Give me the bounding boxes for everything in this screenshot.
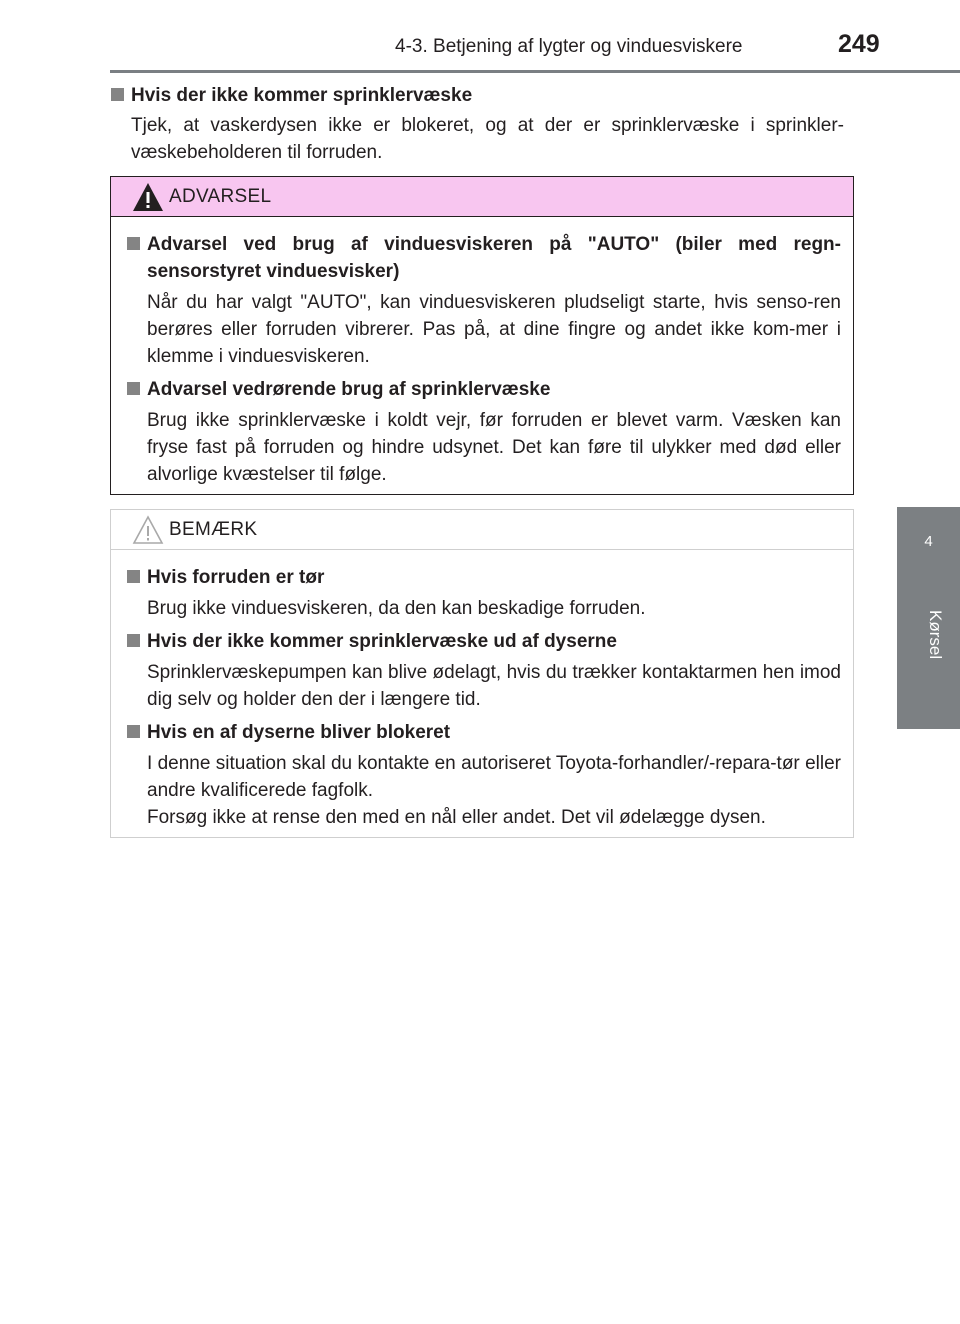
note-item-text: I denne situation skal du kontakte en autoriseret Toyota-forhandler/-repara-tør eller andre kvalificerede fagfolk. bbox=[147, 753, 841, 801]
note-box-header bbox=[111, 510, 853, 550]
note-item-heading-text: Hvis der ikke kommer sprinklervæske ud af dyserne bbox=[147, 631, 617, 652]
header-divider bbox=[110, 70, 960, 73]
warning-item-heading-text: Advarsel ved brug af vinduesviskeren på "AUTO" (biler med regn-sensorstyret vinduesvisker) bbox=[147, 234, 841, 282]
note-item bbox=[127, 564, 841, 622]
warning-item-heading bbox=[127, 376, 841, 403]
note-item bbox=[127, 628, 841, 713]
chapter-tab bbox=[897, 507, 960, 729]
note-item-heading-text: Hvis en af dyserne bliver blokeret bbox=[147, 722, 451, 743]
section-title: 4-3. Betjening af lygter og vinduesviskere bbox=[395, 36, 743, 57]
square-bullet-icon bbox=[111, 88, 124, 101]
note-box-title: BEMÆRK bbox=[169, 519, 258, 540]
warning-item-heading bbox=[127, 231, 841, 285]
note-item-text: Brug ikke vinduesviskeren, da den kan beskadige forruden. bbox=[147, 598, 646, 619]
chapter-tab-label: Kørsel bbox=[926, 610, 945, 660]
note-item-heading bbox=[127, 564, 841, 591]
note-item-heading bbox=[127, 719, 841, 746]
intro-heading bbox=[111, 82, 844, 109]
square-bullet-icon bbox=[127, 570, 140, 583]
note-item-heading bbox=[127, 628, 841, 655]
square-bullet-icon bbox=[127, 382, 140, 395]
intro-text: Tjek, at vaskerdysen ikke er blokeret, og at der er sprinklervæske i sprinkler-væskebeholderen til forruden. bbox=[131, 115, 844, 163]
warning-box bbox=[110, 176, 854, 495]
warning-item-text: Når du har valgt "AUTO", kan vinduesviskeren pludseligt starte, hvis senso-ren berøres eller forruden vibrerer. Pas på, at dine fingre og andet ikke kom-mer i klemme i vinduesviskeren. bbox=[147, 292, 841, 367]
warning-box-header bbox=[111, 177, 853, 217]
warning-box-title: ADVARSEL bbox=[169, 186, 272, 207]
note-item-text: Forsøg ikke at rense den med en nål eller andet. Det vil ødelægge dysen. bbox=[147, 807, 766, 828]
square-bullet-icon bbox=[127, 237, 140, 250]
note-item-heading-text: Hvis forruden er tør bbox=[147, 567, 325, 588]
square-bullet-icon bbox=[127, 634, 140, 647]
intro-section bbox=[111, 82, 844, 166]
warning-item bbox=[127, 231, 841, 370]
note-item bbox=[127, 719, 841, 831]
warning-item-text: Brug ikke sprinklervæske i koldt vejr, før forruden er blevet varm. Væsken kan fryse fast på forruden og hindre udsynet. Det kan føre til ulykker med død eller alvorlige kvæstelser til følge. bbox=[147, 410, 841, 485]
chapter-tab-number: 4 bbox=[924, 533, 933, 550]
warning-item-heading-text: Advarsel vedrørende brug af sprinklervæske bbox=[147, 379, 551, 400]
warning-box-body bbox=[111, 217, 853, 488]
caution-triangle-outline-icon bbox=[131, 514, 165, 546]
page-number: 249 bbox=[838, 30, 880, 58]
square-bullet-icon bbox=[127, 725, 140, 738]
note-box-body bbox=[111, 550, 853, 831]
warning-item bbox=[127, 376, 841, 488]
intro-heading-text: Hvis der ikke kommer sprinklervæske bbox=[131, 85, 473, 106]
note-box bbox=[110, 509, 854, 838]
note-item-text: Sprinklervæskepumpen kan blive ødelagt, hvis du trækker kontaktarmen hen imod dig selv og holder den der i længere tid. bbox=[147, 662, 841, 710]
warning-triangle-icon bbox=[131, 181, 165, 213]
